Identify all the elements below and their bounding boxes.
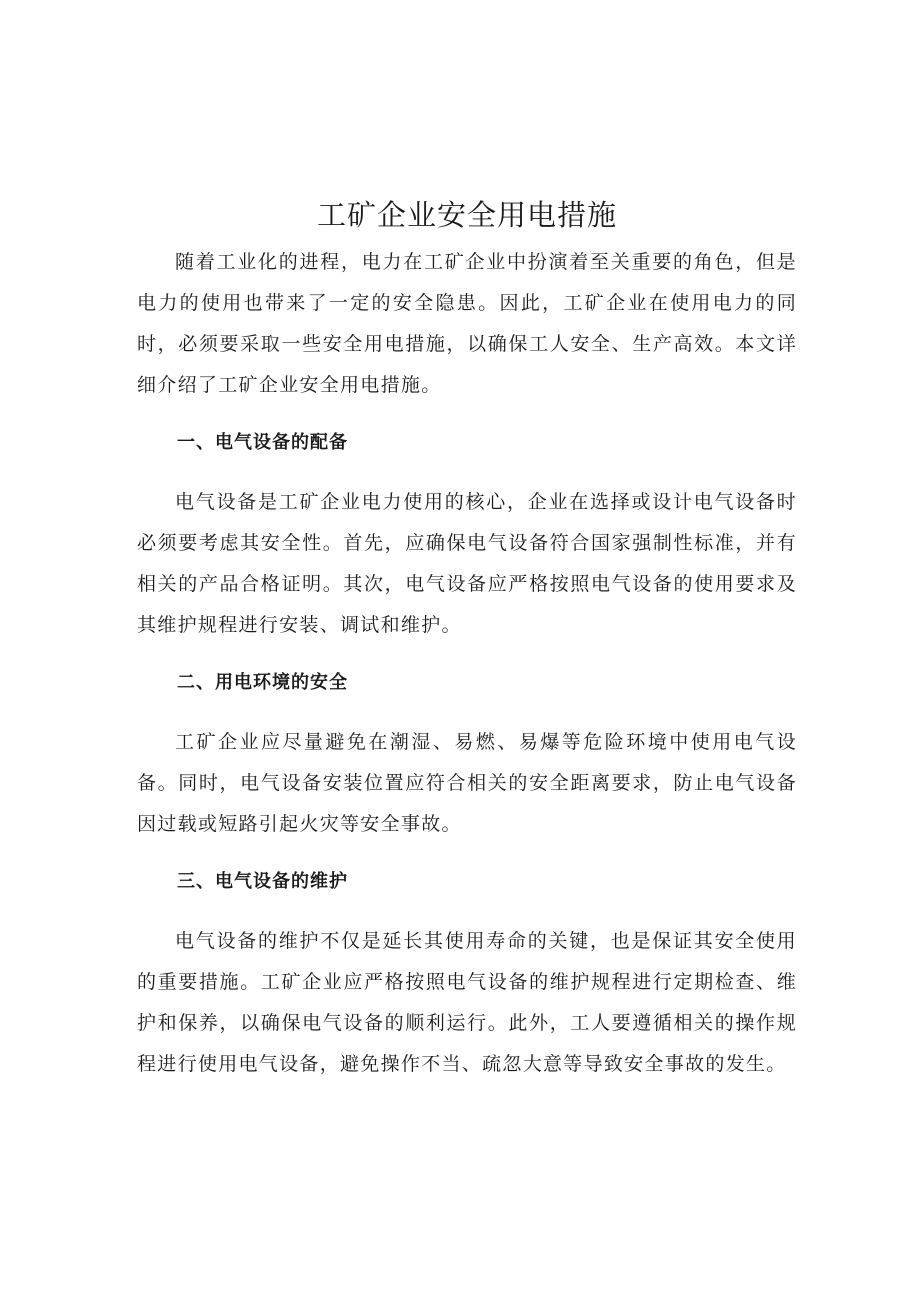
intro-paragraph: 随着工业化的进程，电力在工矿企业中扮演着至关重要的角色，但是电力的使用也带来了一定的安全隐患。因此，工矿企业在使用电力的同时，必须要采取一些安全用电措施，以确保工人安全、生产高效。本文详细介绍了工矿企业安全用电措施。 <box>137 251 797 396</box>
section-1 <box>137 422 797 646</box>
section-heading: 三、电气设备的维护 <box>177 871 348 892</box>
section-heading: 一、电气设备的配备 <box>177 432 348 453</box>
section-paragraph: 工矿企业应尽量避免在潮湿、易燃、易爆等危险环境中使用电气设备。同时，电气设备安装位置应符合相关的安全距离要求，防止电气设备因过载或短路引起火灾等安全事故。 <box>137 731 797 835</box>
document-body <box>137 190 797 1085</box>
section-paragraph: 电气设备是工矿企业电力使用的核心，企业在选择或设计电气设备时必须要考虑其安全性。首先，应确保电气设备符合国家强制性标准，并有相关的产品合格证明。其次，电气设备应严格按照电气设备的使用要求及其维护规程进行安装、调试和维护。 <box>137 491 797 636</box>
document-title: 工矿企业安全用电措施 <box>316 198 617 232</box>
section-2 <box>137 662 797 845</box>
section-3 <box>137 861 797 1085</box>
section-heading: 二、用电环境的安全 <box>177 672 348 693</box>
section-paragraph: 电气设备的维护不仅是延长其使用寿命的关键，也是保证其安全使用的重要措施。工矿企业应严格按照电气设备的维护规程进行定期检查、维护和保养，以确保电气设备的顺利运行。此外，工人要遵循相关的操作规程进行使用电气设备，避免操作不当、疏忽大意等导致安全事故的发生。 <box>137 930 797 1075</box>
